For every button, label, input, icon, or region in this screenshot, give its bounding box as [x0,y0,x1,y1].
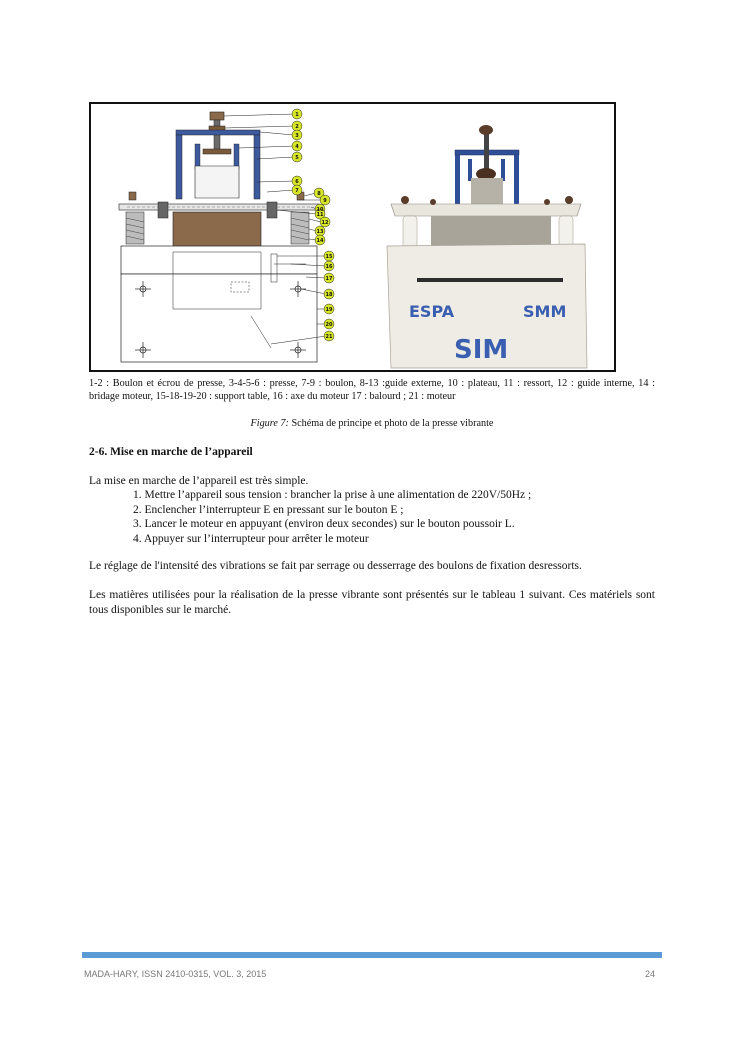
callout-16: 16 [325,264,333,270]
callout-6: 6 [295,179,299,185]
figure-7-frame [89,102,616,372]
intro-paragraph: La mise en marche de l’appareil est très simple. [89,475,309,487]
callout-12: 12 [321,220,329,226]
callout-1: 1 [295,112,299,118]
figure-7-illustration [91,104,614,370]
callout-10: 10 [316,207,324,213]
figure-legend: 1-2 : Boulon et écrou de presse, 3-4-5-6 : presse, 7-9 : boulon, 8-13 :guide externe, 10 : plateau, 11 : ressort, 12 : guide interne, 14 : bridage moteur, 15-18-19-20 : support table, 16 : axe du moteur 17 : balourd ; 21 : moteur [89,378,655,402]
materials-paragraph: Les matières utilisées pour la réalisation de la presse vibrante sont présentés sur le tableau 1 suivant. Ces matériels sont tous disponibles sur le marché. [89,589,655,616]
press-photo [387,125,587,368]
step-item: 4. Appuyer sur l’interrupteur pour arrêter le moteur [133,532,369,545]
callout-7: 7 [295,188,299,194]
callout-8: 8 [317,191,321,197]
steps-list [133,488,531,546]
callout-15: 15 [325,254,333,260]
callout-13: 13 [316,229,324,235]
figure-caption [89,418,655,429]
page-number: 24 [644,969,655,979]
callout-11: 11 [316,212,324,218]
vibration-paragraph: Le réglage de l'intensité des vibrations se fait par serrage ou desserrage des boulons de fixation desressorts. [89,560,582,572]
press-schematic-drawing [119,112,319,362]
step-item: 1. Mettre l’appareil sous tension : brancher la prise à une alimentation de 220V/50Hz ; [133,489,532,501]
step-item: 2. Enclencher l’interrupteur E en pressant sur le bouton E ; [133,503,404,516]
figure-caption-label: Figure 7: [250,418,289,429]
callout-9: 9 [323,198,327,204]
callout-17: 17 [325,276,333,282]
figure-caption-text: Schéma de principe et photo de la presse vibrante [288,418,494,429]
callout-20: 20 [325,322,333,328]
callout-5: 5 [295,155,299,161]
callout-2: 2 [295,124,299,130]
callout-19: 19 [325,307,333,313]
footer-journal: MADA-HARY, ISSN 2410-0315, VOL. 3, 2015 [84,969,267,979]
callout-14: 14 [316,238,324,244]
section-heading: 2-6. Mise en marche de l’appareil [89,446,253,458]
callout-3: 3 [295,133,299,139]
footer-divider [82,952,662,958]
photo-label-smm: SMM [523,302,567,321]
photo-label-sim: SIM [454,335,509,365]
callout-4: 4 [295,144,299,150]
callout-21: 21 [325,334,333,340]
photo-label-espa: ESPA [409,302,455,321]
callout-18: 18 [325,292,333,298]
step-item: 3. Lancer le moteur en appuyant (environ deux secondes) sur le bouton poussoir L. [133,518,515,530]
